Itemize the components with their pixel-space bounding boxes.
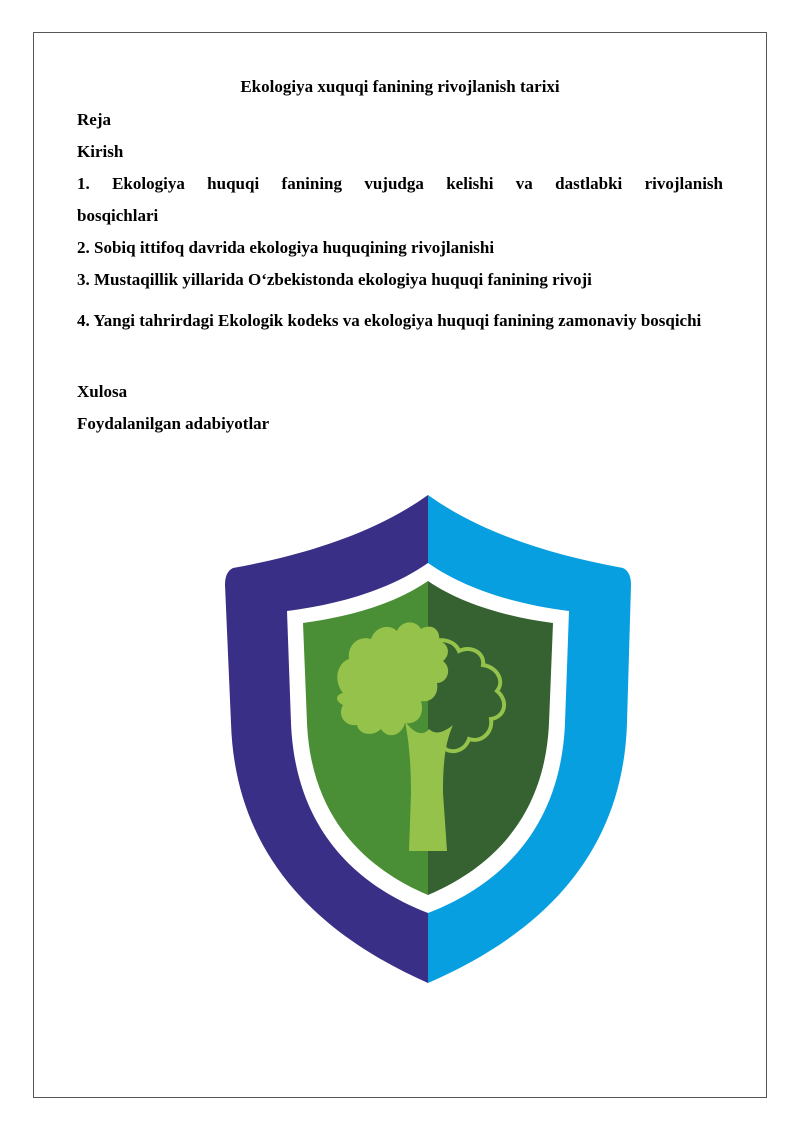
plan-item-conclusion: Xulosa — [77, 382, 128, 401]
document-title: Ekologiya xuquqi fanining rivojlanish tarixi — [240, 77, 560, 96]
plan-item-intro: Kirish — [77, 142, 124, 161]
document-body — [77, 74, 723, 440]
plan-item-1-line-1: 1. Ekologiya huquqi fanining vujudga kelishi va dastlabki rivojlanish — [77, 174, 723, 193]
plan-heading: Reja — [77, 110, 111, 129]
plan-item-1-line-2: bosqichlari — [77, 206, 159, 225]
plan-item-references: Foydalanilgan adabiyotlar — [77, 414, 270, 433]
plan-item-3: 3. Mustaqillik yillarida O‘zbekistonda ekologiya huquqi fanining rivoji — [77, 270, 592, 289]
plan-item-2: 2. Sobiq ittifoq davrida ekologiya huquqining rivojlanishi — [77, 238, 495, 257]
shield-tree-icon — [225, 493, 633, 985]
plan-item-4: 4. Yangi tahrirdagi Ekologik kodeks va ekologiya huquqi fanining zamonaviy bosqichi — [77, 311, 702, 330]
